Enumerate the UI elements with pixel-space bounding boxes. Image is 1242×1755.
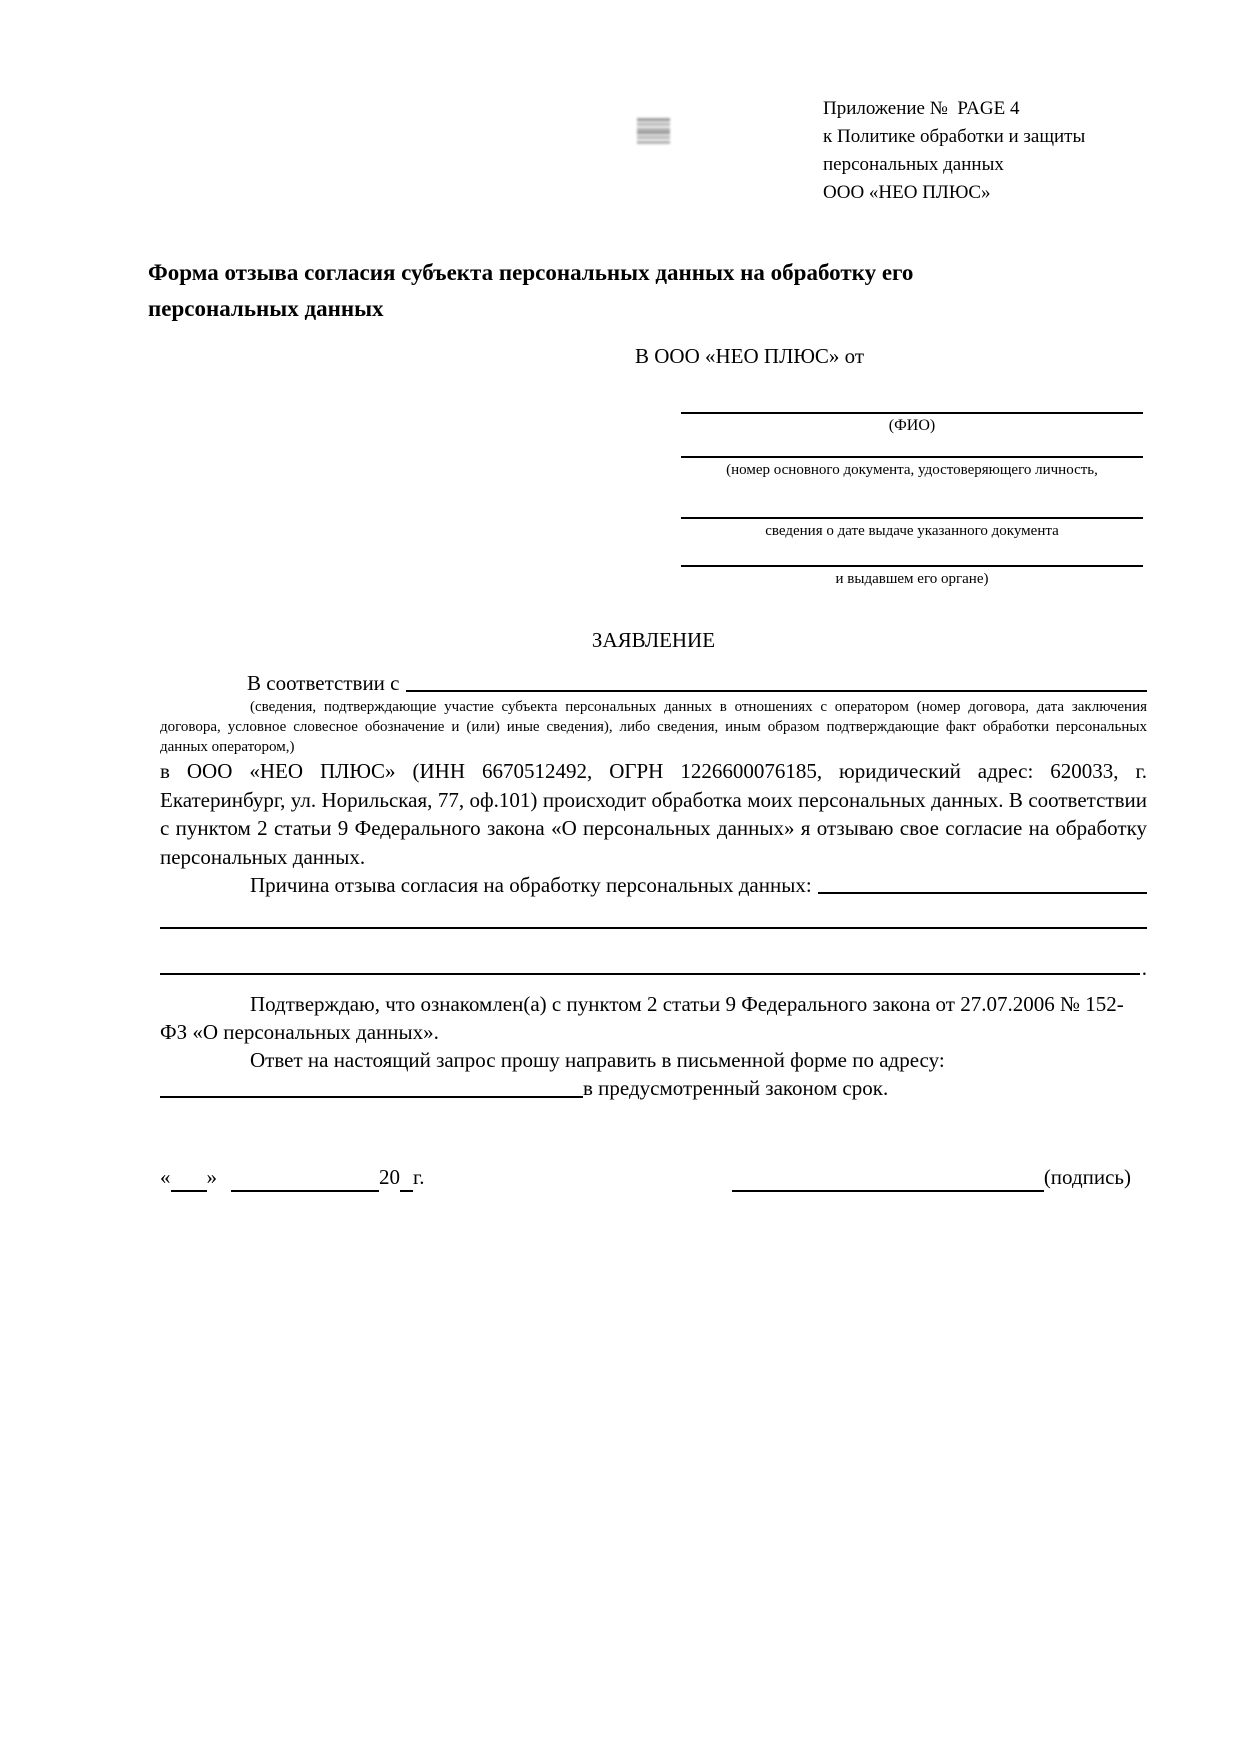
reply-paragraph: Ответ на настоящий запрос прошу направить в письменной форме по адресу: <box>250 1048 945 1072</box>
document-title <box>148 255 1147 327</box>
addressee-line: В ООО «НЕО ПЛЮС» от <box>635 344 865 368</box>
appendix-policy-line: к Политике обработки и защиты <box>823 126 1086 147</box>
confirmation-paragraph: Подтверждаю, что ознакомлен(а) с пунктом 2 статьи 9 Федерального закона от 27.07.2006 № 152-ФЗ «О персональных данных». <box>160 992 1124 1044</box>
reason-blank-line-2 <box>160 973 1140 975</box>
addressee-fields <box>681 412 1143 591</box>
fio-caption: (ФИО) <box>888 417 936 434</box>
basis-note: (сведения, подтверждающие участие субъекта персональных данных в отношениях с оператором (номер договора, дата заключения договора, условное словесное обозначение и (или) иные сведения), либо сведения, иным образом подтверждающие факт обработки персональных данных оператором,) <box>160 699 1147 755</box>
signature-group <box>732 1162 1131 1192</box>
intro-prefix: В соответствии с <box>247 671 400 695</box>
document-title-line-2: персональных данных <box>148 296 384 321</box>
reason-blank-line-start <box>818 892 1147 894</box>
reason-blank-line-1 <box>160 927 1147 929</box>
day-blank-line <box>171 1170 207 1192</box>
date-quote-close: » <box>206 1165 217 1189</box>
signature-label: (подпись) <box>1043 1165 1131 1189</box>
document-title-line-1: Форма отзыва согласия субъекта персональных данных на обработку его <box>148 260 914 285</box>
appendix-header <box>823 95 1153 207</box>
basis-blank-line <box>406 690 1148 692</box>
issue-date-caption: сведения о дате выдаче указанного документа <box>765 523 1059 539</box>
blank-line-period: . <box>1141 956 1147 980</box>
issuing-authority-caption: и выдавшем его органе) <box>835 571 989 587</box>
appendix-number-line: Приложение № PAGE 4 <box>823 98 1020 119</box>
blurred-image <box>637 118 670 144</box>
document-number-caption: (номер основного документа, удостоверяющего личность, <box>726 462 1098 478</box>
appendix-company-line: ООО «НЕО ПЛЮС» <box>823 182 991 203</box>
date-signature-row <box>160 1162 1147 1192</box>
reply-suffix: в предусмотренный законом срок. <box>583 1076 889 1100</box>
reason-blank-line-2-row <box>160 956 1147 980</box>
reason-row <box>160 871 1147 899</box>
date-quote-open: « <box>160 1165 171 1189</box>
year-suffix: г. <box>413 1165 425 1189</box>
year-blank-line <box>400 1170 413 1192</box>
month-blank-line <box>231 1170 379 1192</box>
reply-address-row <box>160 1074 1147 1102</box>
appendix-subject-line: персональных данных <box>823 154 1004 175</box>
statement-body: в ООО «НЕО ПЛЮС» (ИНН 6670512492, ОГРН 1226600076185, юридический адрес: 620033, г. Екатеринбург, ул. Норильская, 77, оф.101) происходит обработка моих персональных данных. В соответствии с пунктом 2 статьи 9 Федерального закона «О персональных данных» я отзываю свое согласие на обработку персональных данных. <box>160 759 1147 869</box>
reason-label: Причина отзыва согласия на обработку персональных данных: <box>250 873 812 897</box>
intro-row <box>160 667 1147 697</box>
statement-heading: ЗАЯВЛЕНИЕ <box>591 628 716 652</box>
reply-address-blank-line <box>160 1096 583 1098</box>
signature-blank-line <box>732 1168 1044 1192</box>
year-prefix: 20 <box>379 1165 400 1189</box>
